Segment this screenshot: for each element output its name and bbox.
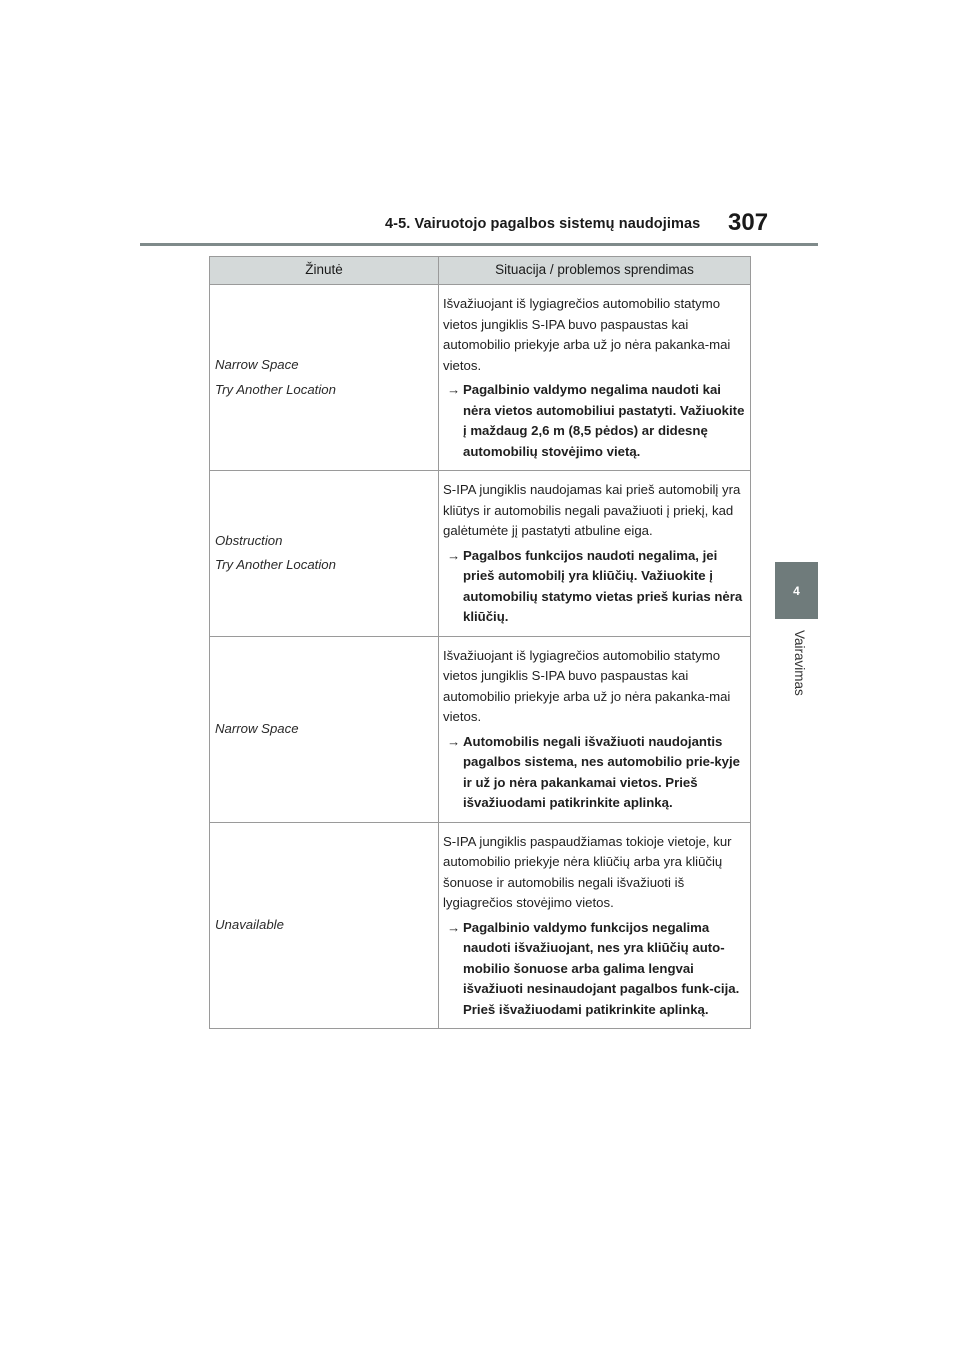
situation-cell <box>439 471 751 637</box>
table-row <box>210 822 751 1029</box>
message-cell <box>210 636 439 822</box>
message-text: Try Another Location <box>215 381 336 397</box>
solution-text <box>443 918 746 1021</box>
table-header-row <box>210 257 751 285</box>
solution-text <box>443 732 746 814</box>
solution-text <box>443 546 746 628</box>
column-header-situation: Situacija / problemos sprendimas <box>439 257 751 285</box>
situation-text: S-IPA jungiklis paspaudžiamas tokioje vietoje, kur automobilio priekyje nėra kliūčių arba yra kliūčių šonuose ir automobilis negali išvažiuoti iš lygiagrečios stovėjimo vietos. <box>443 833 732 910</box>
message-text: Obstruction <box>215 532 283 548</box>
situation-cell <box>439 822 751 1029</box>
section-title: 4-5. Vairuotojo pagalbos sistemų naudojimas <box>385 216 701 232</box>
solution-text <box>443 380 746 462</box>
page-number: 307 <box>728 209 769 236</box>
arrow-icon: → <box>447 382 461 397</box>
chapter-number: 4 <box>793 583 800 598</box>
solution-body: Automobilis negali išvažiuoti naudojantis pagalbos sistema, nes automobilio prie-kyje ir už jo nėra pakankamai vietos. Prieš išvažiuodami patikrinkite aplinką. <box>463 733 741 810</box>
message-text: Narrow Space <box>215 357 299 372</box>
arrow-icon: → <box>447 919 461 935</box>
table-row <box>210 471 751 637</box>
situation-text: S-IPA jungiklis naudojamas kai prieš automobilį yra kliūtys ir automobilis negali pavažiuoti į priekį, kad galėtumėte jį pastatyti atbuline eiga. <box>443 482 741 538</box>
arrow-icon: → <box>447 733 461 749</box>
situation-text: Išvažiuojant iš lygiagrečios automobilio statymo vietos jungiklis S-IPA buvo paspaustas kai automobilio priekyje arba už jo nėra pakanka-mai vietos. <box>443 296 731 373</box>
header-divider <box>140 243 818 246</box>
table-row <box>210 285 751 471</box>
message-table <box>209 256 751 1029</box>
chapter-tab <box>775 562 818 619</box>
message-text: Narrow Space <box>215 720 299 736</box>
message-cell <box>210 471 439 637</box>
situation-text: Išvažiuojant iš lygiagrečios automobilio statymo vietos jungiklis S-IPA buvo paspaustas kai automobilio priekyje arba už jo nėra pakanka-mai vietos. <box>443 647 731 724</box>
solution-body: Pagalbos funkcijos naudoti negalima, jei prieš automobilį yra kliūčių. Važiuokite į automobilių statymo vietas prieš kurias nėra kliūčių. <box>463 547 743 624</box>
situation-cell <box>439 636 751 822</box>
message-text: Unavailable <box>215 917 284 932</box>
situation-cell <box>439 285 751 471</box>
message-text: Try Another Location <box>215 557 336 573</box>
message-cell <box>210 822 439 1029</box>
message-cell <box>210 285 439 471</box>
solution-body: Pagalbinio valdymo negalima naudoti kai nėra vietos automobiliui pastatyti. Važiuokite į maždaug 2,6 m (8,5 pėdos) ar didesnę automobilių stovėjimo vietą. <box>463 382 745 459</box>
chapter-label: Vairavimas <box>792 630 807 696</box>
column-header-message: Žinutė <box>210 257 439 285</box>
table-row <box>210 636 751 822</box>
solution-body: Pagalbinio valdymo funkcijos negalima naudoti išvažiuojant, nes yra kliūčių auto-mobilio šonuose arba galima lengvai išvažiuoti nesinaudojant pagalbos funk-cija. Prieš išvažiuodami patikrinkite aplinką. <box>463 919 740 1017</box>
arrow-icon: → <box>447 547 461 563</box>
